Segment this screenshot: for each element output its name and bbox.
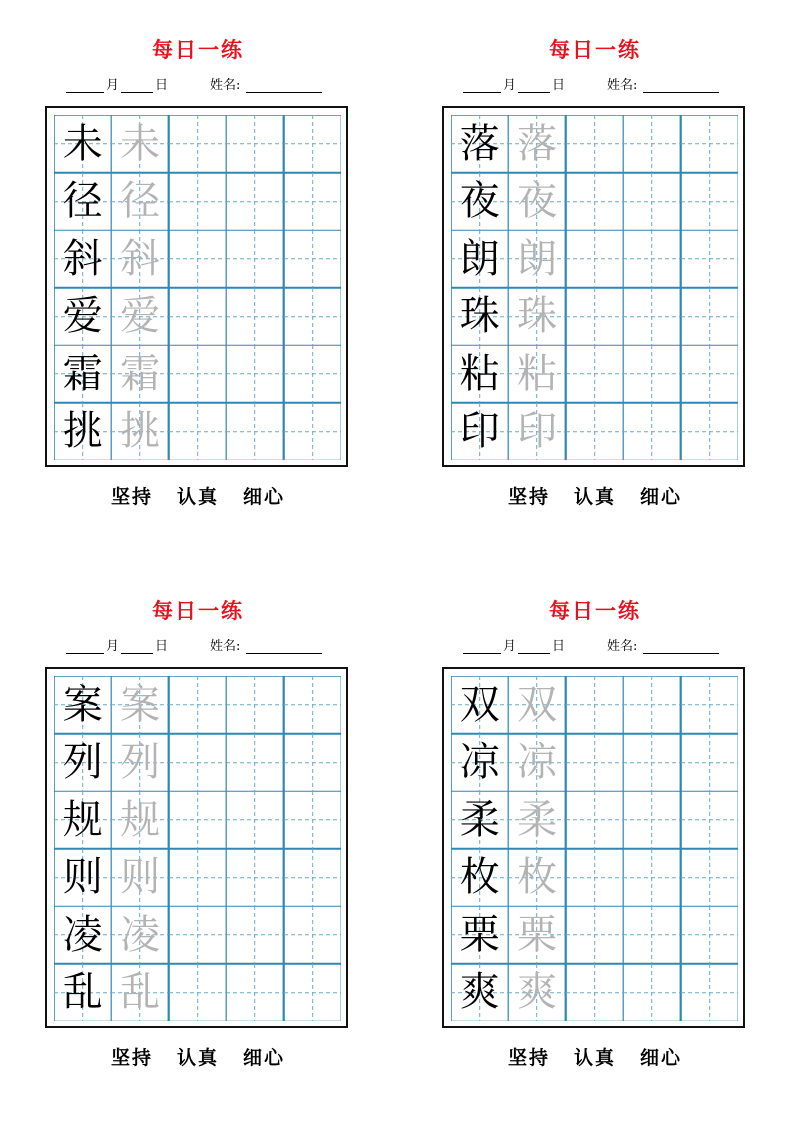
grid-cell[interactable]	[284, 964, 341, 1022]
tian-grid-lines	[169, 964, 226, 1022]
grid-cell	[451, 849, 508, 907]
tian-grid-lines	[169, 676, 226, 734]
grid-cell[interactable]	[623, 403, 680, 461]
grid-cell	[54, 964, 111, 1022]
tian-grid-lines	[226, 906, 283, 964]
day-blank[interactable]	[518, 78, 550, 93]
tian-grid-lines	[566, 230, 623, 288]
grid-cell	[54, 734, 111, 792]
grid-cell	[508, 288, 565, 346]
month-label: 月	[503, 639, 517, 654]
panel-title: 每日一练	[549, 598, 641, 623]
tian-grid-lines	[284, 115, 341, 173]
trace-character: 斜	[120, 235, 161, 282]
grid-cell	[111, 791, 168, 849]
model-character: 印	[459, 408, 500, 455]
grid-cell	[508, 173, 565, 231]
grid-cell[interactable]	[284, 403, 341, 461]
date-name-row	[463, 635, 753, 655]
tian-grid-lines	[566, 906, 623, 964]
grid-cell[interactable]	[169, 734, 226, 792]
writing-grid-frame	[45, 106, 348, 467]
grid-cell	[451, 115, 508, 173]
grid-cell	[111, 964, 168, 1022]
grid-cell[interactable]	[169, 676, 226, 734]
tian-grid-lines	[284, 173, 341, 231]
grid-cell[interactable]	[566, 230, 623, 288]
name-blank[interactable]	[643, 78, 719, 93]
grid-cell[interactable]	[681, 676, 738, 734]
trace-character: 爽	[517, 969, 558, 1016]
grid-cell[interactable]	[623, 345, 680, 403]
model-character: 凌	[62, 911, 103, 958]
month-blank[interactable]	[66, 78, 104, 93]
tian-grid-lines	[681, 791, 738, 849]
tian-grid-lines	[169, 288, 226, 346]
tian-grid-lines	[566, 791, 623, 849]
motto-word: 认真	[176, 1047, 219, 1069]
grid-cell[interactable]	[226, 849, 283, 907]
trace-character: 列	[120, 739, 161, 786]
tian-grid-lines	[169, 345, 226, 403]
grid-cell	[54, 230, 111, 288]
trace-character: 未	[120, 120, 161, 167]
grid-cell[interactable]	[566, 173, 623, 231]
name-blank[interactable]	[246, 78, 322, 93]
day-label: 日	[155, 78, 169, 93]
grid-cell[interactable]	[169, 849, 226, 907]
day-label: 日	[552, 78, 566, 93]
trace-character: 落	[517, 120, 558, 167]
grid-cell[interactable]	[623, 906, 680, 964]
trace-character: 朗	[517, 235, 558, 282]
tian-grid-lines	[169, 173, 226, 231]
grid-cell	[451, 906, 508, 964]
tian-grid-lines	[284, 345, 341, 403]
tian-grid-lines	[284, 403, 341, 461]
motto-word: 坚持	[110, 1047, 153, 1069]
grid-cell	[111, 849, 168, 907]
tian-grid-lines	[681, 173, 738, 231]
model-character: 径	[62, 178, 103, 225]
grid-cell[interactable]	[169, 288, 226, 346]
grid-cell[interactable]	[226, 906, 283, 964]
tian-grid-lines	[681, 115, 738, 173]
grid-cell[interactable]	[169, 230, 226, 288]
motto-word: 细心	[243, 486, 286, 508]
grid-cell[interactable]	[284, 791, 341, 849]
day-blank[interactable]	[121, 78, 153, 93]
grid-cell[interactable]	[681, 403, 738, 461]
grid-cell	[451, 173, 508, 231]
grid-cell[interactable]	[284, 115, 341, 173]
tian-grid-lines	[566, 676, 623, 734]
writing-grid	[54, 676, 341, 1021]
grid-cell[interactable]	[226, 115, 283, 173]
grid-cell	[508, 734, 565, 792]
model-character: 爽	[459, 969, 500, 1016]
tian-grid-lines	[226, 230, 283, 288]
grid-cell	[451, 676, 508, 734]
day-label: 日	[552, 639, 566, 654]
tian-grid-lines	[226, 849, 283, 907]
grid-cell	[54, 173, 111, 231]
tian-grid-lines	[226, 734, 283, 792]
grid-cell[interactable]	[169, 115, 226, 173]
grid-cell	[508, 345, 565, 403]
tian-grid-lines	[226, 115, 283, 173]
trace-character: 粘	[517, 350, 558, 397]
grid-cell[interactable]	[681, 288, 738, 346]
tian-grid-lines	[623, 734, 680, 792]
day-label: 日	[155, 639, 169, 654]
trace-character: 径	[120, 178, 161, 225]
grid-cell[interactable]	[681, 230, 738, 288]
grid-cell[interactable]	[681, 115, 738, 173]
tian-grid-lines	[623, 230, 680, 288]
grid-cell[interactable]	[623, 288, 680, 346]
tian-grid-lines	[681, 403, 738, 461]
grid-cell[interactable]	[566, 288, 623, 346]
grid-cell[interactable]	[169, 403, 226, 461]
tian-grid-lines	[169, 849, 226, 907]
grid-cell[interactable]	[226, 676, 283, 734]
model-character: 乱	[62, 969, 103, 1016]
grid-cell	[111, 676, 168, 734]
trace-character: 规	[120, 796, 161, 843]
tian-grid-lines	[623, 403, 680, 461]
model-character: 柔	[459, 796, 500, 843]
motto-footer	[435, 1043, 755, 1070]
grid-cell[interactable]	[681, 906, 738, 964]
writing-grid-frame	[45, 667, 348, 1028]
motto-word: 认真	[573, 486, 616, 508]
writing-grid	[451, 115, 738, 460]
grid-cell	[111, 403, 168, 461]
tian-grid-lines	[566, 964, 623, 1022]
grid-cell[interactable]	[226, 288, 283, 346]
grid-cell[interactable]	[623, 964, 680, 1022]
tian-grid-lines	[681, 676, 738, 734]
grid-cell	[54, 288, 111, 346]
grid-cell[interactable]	[566, 734, 623, 792]
name-blank[interactable]	[246, 639, 322, 654]
motto-footer	[38, 482, 358, 509]
grid-cell[interactable]	[284, 230, 341, 288]
model-character: 则	[62, 854, 103, 901]
trace-character: 夜	[517, 178, 558, 225]
grid-cell[interactable]	[226, 345, 283, 403]
tian-grid-lines	[681, 964, 738, 1022]
tian-grid-lines	[284, 849, 341, 907]
grid-cell[interactable]	[566, 791, 623, 849]
grid-cell[interactable]	[681, 345, 738, 403]
grid-cell[interactable]	[169, 173, 226, 231]
trace-character: 则	[120, 854, 161, 901]
month-label: 月	[106, 639, 120, 654]
grid-cell	[451, 791, 508, 849]
grid-cell	[451, 288, 508, 346]
grid-cell[interactable]	[226, 173, 283, 231]
grid-cell	[508, 906, 565, 964]
tian-grid-lines	[623, 115, 680, 173]
grid-cell	[111, 734, 168, 792]
tian-grid-lines	[566, 173, 623, 231]
month-blank[interactable]	[66, 639, 104, 654]
grid-cell[interactable]	[169, 906, 226, 964]
tian-grid-lines	[169, 791, 226, 849]
grid-cell[interactable]	[284, 173, 341, 231]
writing-grid	[54, 115, 341, 460]
tian-grid-lines	[681, 345, 738, 403]
tian-grid-lines	[226, 403, 283, 461]
grid-cell[interactable]	[623, 173, 680, 231]
name-label: 姓名:	[607, 78, 638, 93]
trace-character: 爱	[120, 293, 161, 340]
tian-grid-lines	[681, 230, 738, 288]
model-character: 挑	[62, 408, 103, 455]
tian-grid-lines	[169, 734, 226, 792]
tian-grid-lines	[566, 115, 623, 173]
grid-cell[interactable]	[681, 849, 738, 907]
model-character: 粘	[459, 350, 500, 397]
panel-title: 每日一练	[152, 37, 244, 62]
grid-cell	[508, 791, 565, 849]
grid-cell	[508, 676, 565, 734]
model-character: 珠	[459, 293, 500, 340]
grid-cell[interactable]	[169, 964, 226, 1022]
model-character: 斜	[62, 235, 103, 282]
grid-cell	[451, 230, 508, 288]
trace-character: 凌	[120, 911, 161, 958]
tian-grid-lines	[623, 906, 680, 964]
grid-cell[interactable]	[226, 964, 283, 1022]
grid-cell[interactable]	[681, 734, 738, 792]
name-label: 姓名:	[210, 639, 241, 654]
grid-cell[interactable]	[226, 734, 283, 792]
grid-cell[interactable]	[226, 403, 283, 461]
tian-grid-lines	[623, 791, 680, 849]
trace-character: 挑	[120, 408, 161, 455]
grid-cell[interactable]	[284, 906, 341, 964]
tian-grid-lines	[681, 734, 738, 792]
model-character: 栗	[459, 911, 500, 958]
tian-grid-lines	[566, 288, 623, 346]
day-blank[interactable]	[518, 639, 550, 654]
grid-cell	[451, 403, 508, 461]
grid-cell	[508, 964, 565, 1022]
trace-character: 凉	[517, 739, 558, 786]
grid-cell[interactable]	[169, 345, 226, 403]
model-character: 未	[62, 120, 103, 167]
grid-cell[interactable]	[566, 964, 623, 1022]
tian-grid-lines	[226, 964, 283, 1022]
grid-cell	[451, 964, 508, 1022]
tian-grid-lines	[623, 676, 680, 734]
trace-character: 案	[120, 681, 161, 728]
month-label: 月	[503, 78, 517, 93]
tian-grid-lines	[623, 964, 680, 1022]
name-label: 姓名:	[210, 78, 241, 93]
grid-cell	[54, 906, 111, 964]
month-label: 月	[106, 78, 120, 93]
trace-character: 印	[517, 408, 558, 455]
model-character: 案	[62, 681, 103, 728]
motto-word: 认真	[573, 1047, 616, 1069]
tian-grid-lines	[623, 849, 680, 907]
tian-grid-lines	[284, 288, 341, 346]
grid-cell	[54, 345, 111, 403]
tian-grid-lines	[226, 173, 283, 231]
grid-cell[interactable]	[623, 849, 680, 907]
tian-grid-lines	[284, 230, 341, 288]
motto-word: 坚持	[507, 486, 550, 508]
model-character: 爱	[62, 293, 103, 340]
grid-cell	[111, 345, 168, 403]
grid-cell[interactable]	[623, 791, 680, 849]
grid-cell	[54, 791, 111, 849]
model-character: 双	[459, 681, 500, 728]
tian-grid-lines	[681, 906, 738, 964]
grid-cell[interactable]	[566, 115, 623, 173]
motto-word: 认真	[176, 486, 219, 508]
grid-cell[interactable]	[169, 791, 226, 849]
tian-grid-lines	[226, 288, 283, 346]
trace-character: 霜	[120, 350, 161, 397]
motto-word: 细心	[640, 1047, 683, 1069]
grid-cell[interactable]	[566, 676, 623, 734]
motto-word: 细心	[640, 486, 683, 508]
tian-grid-lines	[226, 791, 283, 849]
date-name-row	[66, 74, 356, 94]
tian-grid-lines	[623, 345, 680, 403]
grid-cell[interactable]	[566, 849, 623, 907]
tian-grid-lines	[169, 403, 226, 461]
tian-grid-lines	[284, 676, 341, 734]
grid-cell	[451, 345, 508, 403]
tian-grid-lines	[566, 403, 623, 461]
grid-cell	[111, 115, 168, 173]
grid-cell	[111, 906, 168, 964]
model-character: 霜	[62, 350, 103, 397]
month-blank[interactable]	[463, 78, 501, 93]
motto-footer	[38, 1043, 358, 1070]
month-blank[interactable]	[463, 639, 501, 654]
grid-cell[interactable]	[284, 345, 341, 403]
model-character: 落	[459, 120, 500, 167]
model-character: 朗	[459, 235, 500, 282]
tian-grid-lines	[169, 230, 226, 288]
tian-grid-lines	[284, 791, 341, 849]
tian-grid-lines	[284, 906, 341, 964]
tian-grid-lines	[226, 345, 283, 403]
grid-cell[interactable]	[681, 964, 738, 1022]
trace-character: 珠	[517, 293, 558, 340]
tian-grid-lines	[284, 964, 341, 1022]
panel-title: 每日一练	[549, 37, 641, 62]
name-label: 姓名:	[607, 639, 638, 654]
tian-grid-lines	[566, 734, 623, 792]
grid-cell[interactable]	[623, 115, 680, 173]
panel-title: 每日一练	[152, 598, 244, 623]
grid-cell	[54, 676, 111, 734]
date-name-row	[463, 74, 753, 94]
writing-grid	[451, 676, 738, 1021]
grid-cell	[111, 173, 168, 231]
writing-grid-frame	[442, 106, 745, 467]
grid-cell[interactable]	[681, 173, 738, 231]
grid-cell	[54, 403, 111, 461]
tian-grid-lines	[623, 288, 680, 346]
grid-cell[interactable]	[566, 345, 623, 403]
motto-word: 坚持	[110, 486, 153, 508]
trace-character: 枚	[517, 854, 558, 901]
motto-footer	[435, 482, 755, 509]
tian-grid-lines	[681, 288, 738, 346]
tian-grid-lines	[169, 906, 226, 964]
grid-cell	[451, 734, 508, 792]
grid-cell	[508, 849, 565, 907]
writing-grid-frame	[442, 667, 745, 1028]
grid-cell[interactable]	[284, 288, 341, 346]
grid-cell[interactable]	[284, 849, 341, 907]
model-character: 凉	[459, 739, 500, 786]
motto-word: 细心	[243, 1047, 286, 1069]
grid-cell[interactable]	[623, 230, 680, 288]
tian-grid-lines	[623, 173, 680, 231]
grid-cell[interactable]	[226, 791, 283, 849]
grid-cell	[508, 403, 565, 461]
model-character: 枚	[459, 854, 500, 901]
name-blank[interactable]	[643, 639, 719, 654]
grid-cell[interactable]	[226, 230, 283, 288]
day-blank[interactable]	[121, 639, 153, 654]
grid-cell[interactable]	[284, 734, 341, 792]
tian-grid-lines	[284, 734, 341, 792]
grid-cell[interactable]	[623, 676, 680, 734]
grid-cell[interactable]	[681, 791, 738, 849]
grid-cell	[111, 288, 168, 346]
grid-cell[interactable]	[623, 734, 680, 792]
trace-character: 双	[517, 681, 558, 728]
grid-cell	[54, 115, 111, 173]
model-character: 列	[62, 739, 103, 786]
date-name-row	[66, 635, 356, 655]
grid-cell[interactable]	[566, 403, 623, 461]
trace-character: 乱	[120, 969, 161, 1016]
grid-cell	[508, 230, 565, 288]
grid-cell	[111, 230, 168, 288]
trace-character: 栗	[517, 911, 558, 958]
grid-cell	[54, 849, 111, 907]
trace-character: 柔	[517, 796, 558, 843]
tian-grid-lines	[566, 849, 623, 907]
motto-word: 坚持	[507, 1047, 550, 1069]
tian-grid-lines	[226, 676, 283, 734]
tian-grid-lines	[681, 849, 738, 907]
model-character: 夜	[459, 178, 500, 225]
tian-grid-lines	[566, 345, 623, 403]
grid-cell	[508, 115, 565, 173]
grid-cell[interactable]	[284, 676, 341, 734]
tian-grid-lines	[169, 115, 226, 173]
model-character: 规	[62, 796, 103, 843]
grid-cell[interactable]	[566, 906, 623, 964]
